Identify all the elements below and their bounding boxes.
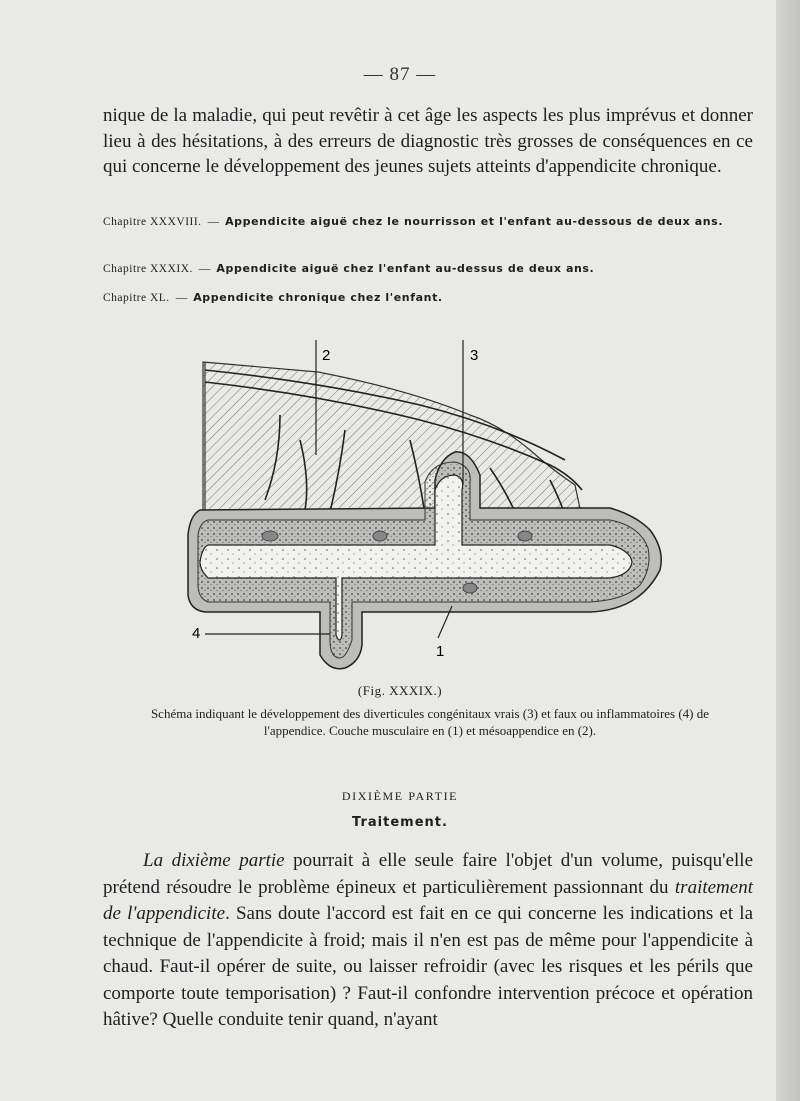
body-paragraph (103, 848, 753, 1034)
figure-caption: Schéma indiquant le développement des diverticules congénitaux vrais (3) et faux ou inflammatoires (4) de l'appendice. Couche musculaire en (1) et mésoappendice en (2). (150, 706, 710, 738)
chapter-separator: — (175, 292, 188, 304)
page-number: — 87 — (363, 64, 437, 85)
callout-label: 1 (436, 643, 445, 660)
page-edge-shadow (776, 0, 800, 1101)
body-text: pourrait à elle seule faire l'objet d'un volume, puisqu'elle prétend résoudre le problème épineux et particulièrement passionnant du (103, 850, 753, 898)
figure-label: (Fig. XXXIX.) (357, 683, 443, 698)
part-title: DIXIÈME PARTIE (341, 789, 459, 803)
chapter-title: Appendicite chronique chez l'enfant. (193, 291, 443, 304)
appendix-diagram (170, 340, 670, 680)
chapter-separator: — (207, 216, 220, 228)
callout-label: 3 (470, 347, 479, 364)
italic-phrase: La dixième partie (143, 850, 285, 871)
chapter-label: Chapitre XXXIX. (103, 263, 193, 275)
chapter-label: Chapitre XXXVIII. (103, 216, 202, 228)
chapter-entry (103, 290, 753, 306)
body-text: . Sans doute l'accord est fait en ce qui concerne les indications et la technique de l'appendicite à froid; mais il n'en est pas de même pour l'appendicite à chaud. Faut-il opérer de suite, ou laisser refroidir (avec les risques et les périls que comporte toute temporisation) ? Faut-il confondre intervention précoce et opération hâtive? Quelle conduite tenir quand, n'ayant (103, 903, 753, 1030)
chapter-separator: — (198, 263, 211, 275)
chapter-entry (103, 214, 753, 230)
continued-paragraph: nique de la maladie, qui peut revêtir à cet âge les aspects les plus imprévus et donner lieu à des hésitations, à des erreurs de diagnostic très grosses de conséquences en ce qui concerne le développement des jeunes sujets atteints d'appendicite chronique. (103, 105, 753, 177)
section-title: Traitement. (352, 815, 448, 830)
italic-phrase: traitement de l'appendicite (103, 876, 753, 924)
chapter-title: Appendicite aiguë chez le nourrisson et l'enfant au-dessous de deux ans. (225, 215, 724, 228)
chapter-title: Appendicite aiguë chez l'enfant au-dessus de deux ans. (216, 262, 595, 275)
chapter-entry (103, 261, 753, 277)
callout-label: 2 (322, 347, 331, 364)
callout-label: 4 (192, 625, 201, 642)
chapter-label: Chapitre XL. (103, 292, 170, 304)
